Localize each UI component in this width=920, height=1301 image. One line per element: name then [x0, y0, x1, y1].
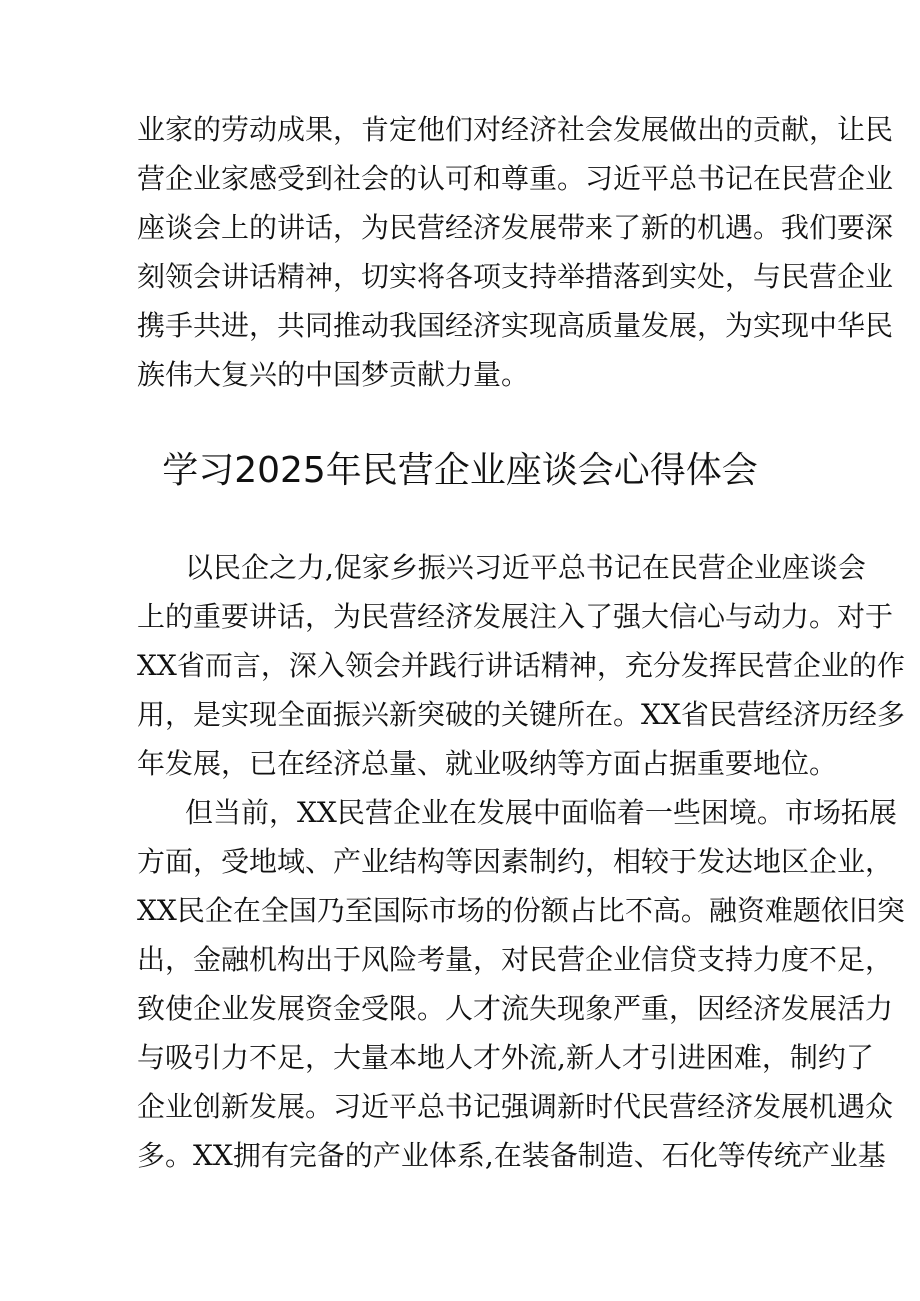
text-line: 年发展，已在经济总量、就业吸纳等方面占据重要地位。: [137, 747, 838, 780]
text-line: 但当前，XX民营企业在发展中面临着一些困境。市场拓展: [185, 796, 897, 829]
text-line: 出，金融机构出于风险考量，对民营企业信贷支持力度不足，: [137, 943, 894, 976]
text-line: 用，是实现全面振兴新突破的关键所在。XX省民营经济历经多: [137, 698, 905, 731]
text-line: 以民企之力,促家乡振兴习近平总书记在民营企业座谈会: [185, 551, 866, 584]
text-line: 企业创新发展。习近平总书记强调新时代民营经济发展机遇众: [137, 1090, 894, 1123]
text-line: 携手共进，共同推动我国经济实现高质量发展，为实现中华民: [137, 309, 894, 342]
text-line: 刻领会讲话精神，切实将各项支持举措落到实处，与民营企业: [137, 260, 894, 293]
text-line: 方面，受地域、产业结构等因素制约，相较于发达地区企业，: [137, 845, 894, 878]
text-line: 族伟大复兴的中国梦贡献力量。: [137, 358, 530, 391]
text-line: 座谈会上的讲话，为民营经济发展带来了新的机遇。我们要深: [137, 211, 894, 244]
text-line: 上的重要讲话，为民营经济发展注入了强大信心与动力。对于: [137, 600, 894, 633]
text-line: 营企业家感受到社会的认可和尊重。习近平总书记在民营企业: [137, 162, 894, 195]
section-title: 学习2025年民营企业座谈会心得体会: [162, 450, 758, 491]
text-line: 业家的劳动成果，肯定他们对经济社会发展做出的贡献，让民: [137, 113, 894, 146]
text-line: 致使企业发展资金受限。人才流失现象严重，因经济发展活力: [137, 992, 894, 1025]
text-line: 多。XX拥有完备的产业体系,在装备制造、石化等传统产业基: [137, 1139, 886, 1172]
text-line: XX省而言，深入领会并践行讲话精神，充分发挥民营企业的作: [137, 649, 905, 682]
text-line: XX民企在全国乃至国际市场的份额占比不高。融资难题依旧突: [137, 894, 905, 927]
text-line: 与吸引力不足，大量本地人才外流,新人才引进困难，制约了: [137, 1041, 874, 1074]
